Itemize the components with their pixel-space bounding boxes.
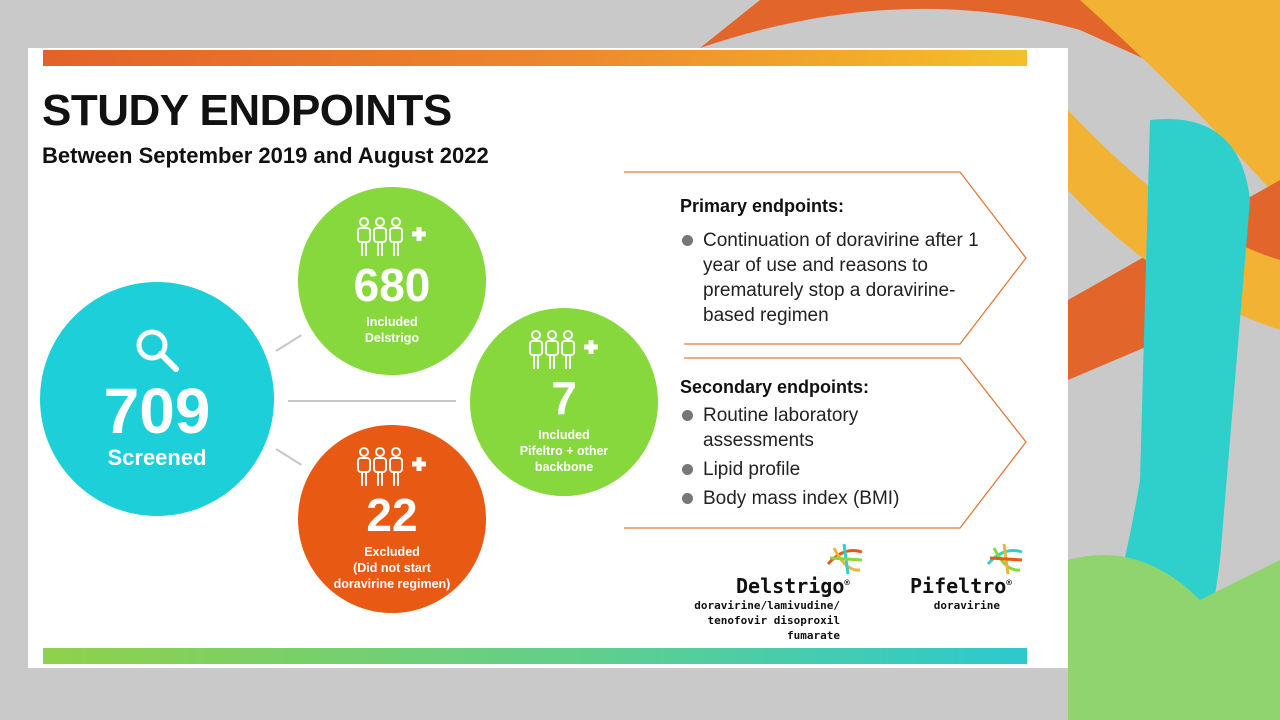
people-plus-icon [526,329,602,373]
label-line: Excluded [364,544,420,559]
label-line: Included [538,427,590,442]
page-title: STUDY ENDPOINTS [42,86,452,135]
included-delstrigo-circle [298,187,486,375]
excluded-label [334,544,451,593]
search-icon [134,327,180,373]
label-line: doravirine regimen) [333,577,451,592]
excluded-count: 22 [366,488,418,541]
secondary-endpoints-list [680,403,910,511]
delstrigo-logo-subtitle [660,598,840,643]
people-plus-icon [354,216,430,260]
logo-sub-line: doravirine/lamivudine/ [694,599,840,612]
list-item: Routine laboratory assessments [680,403,910,453]
excluded-circle [298,425,486,613]
people-plus-icon [354,446,430,490]
screened-label: Screened [107,445,207,470]
label-line: backbone [534,460,594,475]
primary-endpoints-heading: Primary endpoints: [680,196,845,216]
secondary-endpoints-heading: Secondary endpoints: [680,377,870,397]
primary-endpoints-list [680,228,980,328]
list-item: Lipid profile [680,457,910,482]
connector-line [288,400,456,402]
label-line: Included [366,314,418,329]
pifeltro-logo-name: Pifeltro® [910,574,1012,598]
pifeltro-logo-subtitle [900,598,1000,613]
screened-circle [40,282,274,516]
pifeltro-label [520,427,609,476]
top-accent-bar [43,50,1027,66]
delstrigo-label [365,314,419,347]
list-item: Body mass index (BMI) [680,486,910,511]
label-line: Pifeltro + other [519,443,609,458]
delstrigo-logo-name: Delstrigo® [736,574,850,598]
page-subtitle: Between September 2019 and August 2022 [42,143,489,168]
logo-name-text: Delstrigo [736,574,845,598]
label-line: Delstrigo [364,331,420,345]
bottom-accent-bar [43,648,1027,664]
logo-sub-line: doravirine [933,599,1000,612]
delstrigo-logo-icon [824,542,866,576]
delstrigo-count: 680 [353,258,431,311]
screened-count: 709 [103,375,211,447]
logo-sub-line: tenofovir disoproxil fumarate [707,614,840,642]
list-item: Continuation of doravirine after 1 year of use and reasons to prematurely stop a doravirine-based regimen [680,228,980,328]
label-line: (Did not start [353,560,431,575]
pifeltro-logo-icon [984,542,1026,576]
pifeltro-count: 7 [551,371,577,424]
logo-name-text: Pifeltro [910,574,1007,598]
